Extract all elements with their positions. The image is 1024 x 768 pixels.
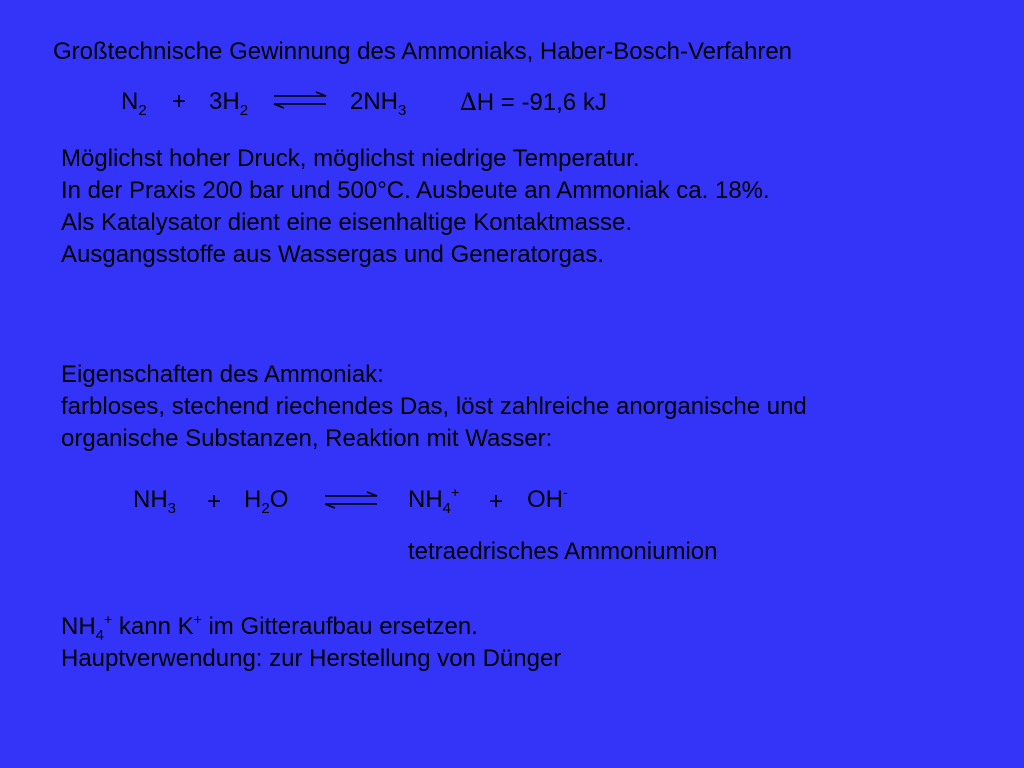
conditions-line: Als Katalysator dient eine eisenhaltige Kontaktmasse. [61,209,632,236]
slide-title: Großtechnische Gewinnung des Ammoniaks, Haber-Bosch-Verfahren [53,38,793,65]
reactant-3h2: $3H_2$ [209,88,249,119]
conditions-paragraph [61,143,770,271]
equilibrium-arrow-icon [272,91,328,109]
reactant-h2o: $H_2O$ [244,486,289,517]
delta-symbol: ∆ [460,88,477,116]
footer-line-2: Hauptverwendung: zur Herstellung von Dünger [61,645,562,672]
enthalpy-value: ∆H = -91,6 kJ [460,88,607,116]
equilibrium-arrow-icon [323,491,379,509]
conditions-line: Ausgangsstoffe aus Wassergas und Generatorgas. [61,241,604,268]
footer-paragraph [61,611,561,675]
properties-line: organische Substanzen, Reaktion mit Wasser: [61,425,553,452]
properties-line: farbloses, stechend riechendes Das, löst zahlreiche anorganische und [61,393,807,420]
footer-line-1: $NH_4^+$ kann K+ im Gitteraufbau ersetzen. [61,611,478,644]
plus-sign: + [207,488,222,515]
plus-sign: + [172,88,187,115]
product-2nh3: $2NH_3$ [350,88,407,119]
reactant-nh3: $NH_3$ [133,486,177,517]
reactant-n2: $N_2$ [121,88,147,119]
properties-heading: Eigenschaften des Ammoniak: [61,361,384,388]
product-nh4-plus: $NH_4^+$ [408,484,460,517]
plus-sign: + [489,488,504,515]
ammonium-note: tetraedrisches Ammoniumion [408,538,718,565]
properties-paragraph [61,359,807,455]
conditions-line: In der Praxis 200 bar und 500°C. Ausbeute an Ammoniak ca. 18%. [61,177,770,204]
product-oh-minus: OH- [527,484,568,513]
conditions-line: Möglichst hoher Druck, möglichst niedrige Temperatur. [61,145,640,172]
